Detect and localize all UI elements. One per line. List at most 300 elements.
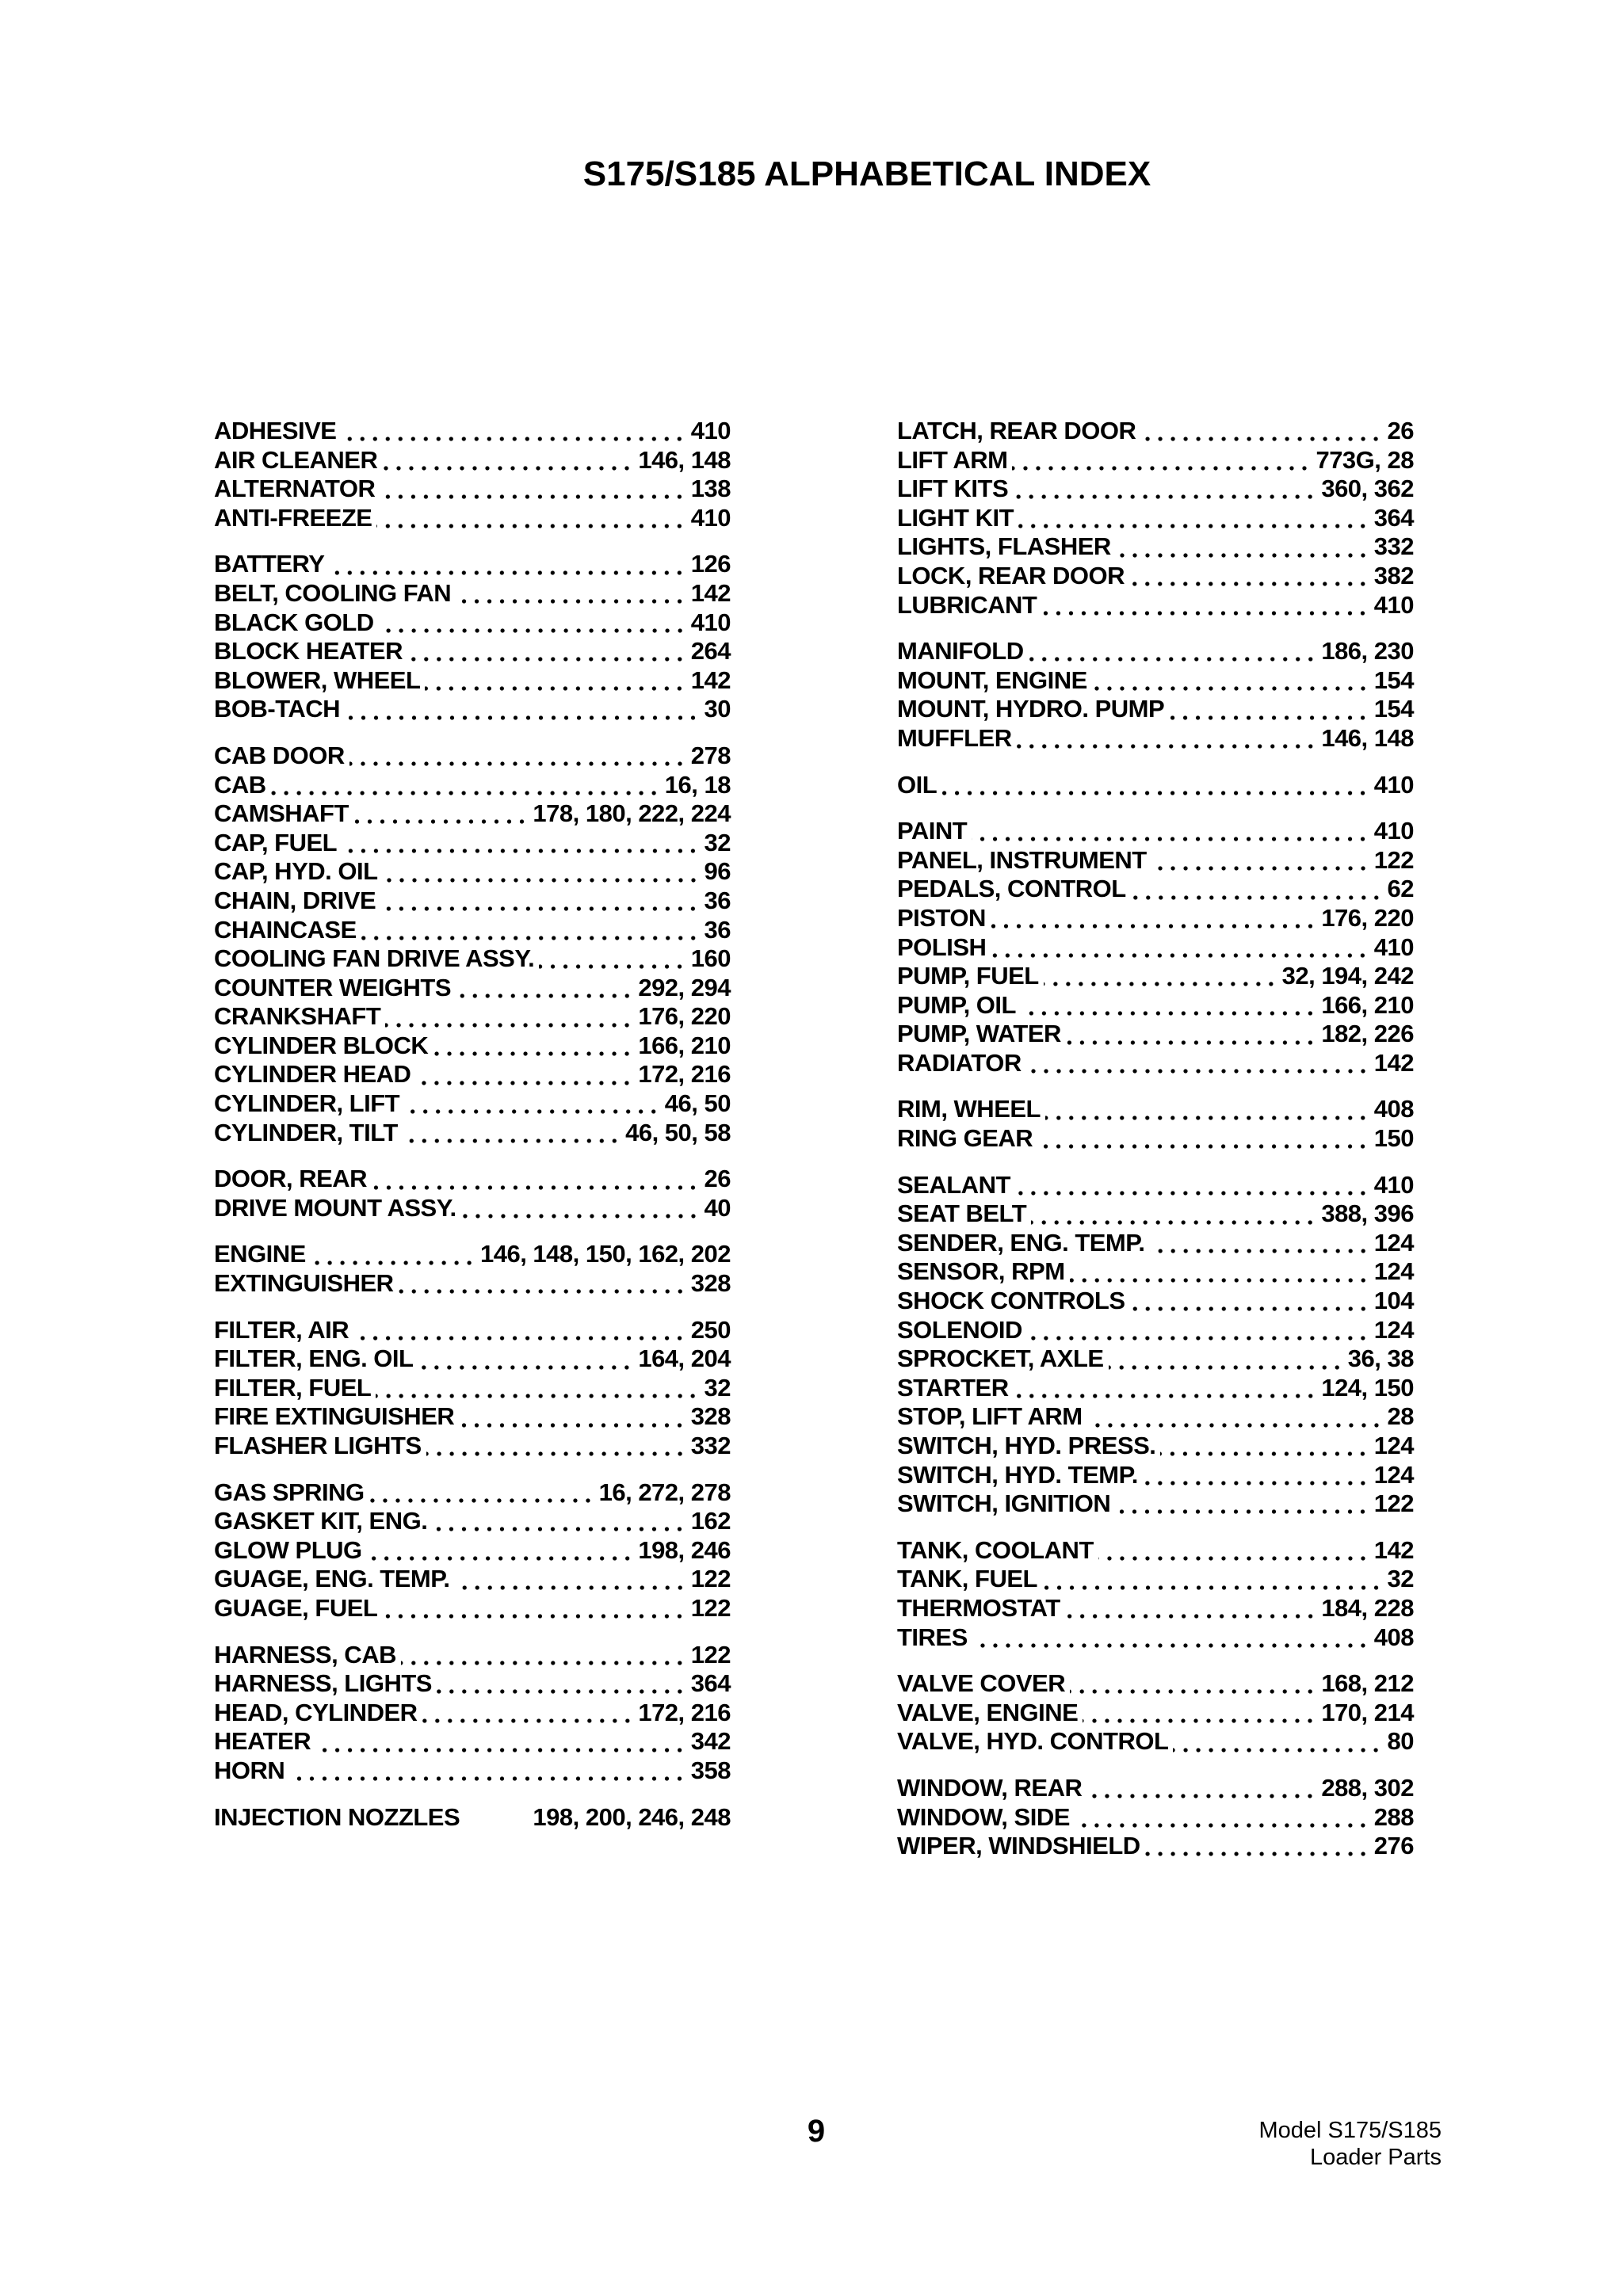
index-entry xyxy=(214,1165,731,1194)
index-entry xyxy=(214,1507,731,1536)
entry-pages: 122 xyxy=(1373,845,1414,874)
entry-pages: 410 xyxy=(690,503,731,532)
index-entry xyxy=(897,904,1414,933)
dot-leader xyxy=(460,1823,533,1828)
dot-leader xyxy=(1031,1220,1316,1225)
dot-leader xyxy=(539,964,686,969)
entry-label: CAB DOOR xyxy=(214,741,345,769)
index-entry xyxy=(897,846,1414,875)
entry-label: CHAINCASE xyxy=(214,915,357,944)
dot-leader xyxy=(1130,1306,1369,1311)
index-entry xyxy=(214,1002,731,1032)
index-entry xyxy=(214,916,731,945)
entry-label: SEALANT xyxy=(897,1170,1010,1199)
dot-leader xyxy=(1083,1718,1316,1723)
entry-label: PEDALS, CONTROL xyxy=(897,875,1126,903)
index-entry xyxy=(897,1257,1414,1287)
entry-pages: 250 xyxy=(690,1315,731,1344)
index-entry xyxy=(897,1832,1414,1861)
entry-label: SPROCKET, AXLE xyxy=(897,1344,1104,1373)
index-entry xyxy=(214,1641,731,1670)
entry-label: GLOW PLUG xyxy=(214,1535,362,1564)
entry-label: WIPER, WINDSHIELD xyxy=(897,1832,1140,1860)
dot-leader xyxy=(426,1451,686,1456)
entry-pages: 150 xyxy=(1373,1124,1414,1153)
entry-pages: 16, 272, 278 xyxy=(598,1478,731,1506)
index-entry xyxy=(214,1194,731,1223)
entry-pages: 166, 210 xyxy=(1321,990,1414,1019)
entry-label: EXTINGUISHER xyxy=(214,1269,394,1298)
entry-label: SEAT BELT xyxy=(897,1199,1027,1228)
dot-leader xyxy=(353,1336,686,1341)
index-entry xyxy=(214,417,731,446)
entry-pages: 124 xyxy=(1373,1460,1414,1489)
entry-pages: 276 xyxy=(1373,1832,1414,1860)
index-entry xyxy=(214,1089,731,1119)
entry-label: FIRE EXTINGUISHER xyxy=(214,1402,455,1431)
index-entry xyxy=(214,1032,731,1061)
entry-label: CYLINDER BLOCK xyxy=(214,1031,429,1059)
entry-label: RIM, WHEEL xyxy=(897,1095,1041,1123)
dot-leader xyxy=(432,1527,685,1531)
index-group xyxy=(214,417,731,532)
entry-pages: 28 xyxy=(1387,1402,1414,1431)
index-group xyxy=(214,742,731,1147)
dot-leader xyxy=(1109,1365,1343,1370)
entry-label: PUMP, WATER xyxy=(897,1020,1061,1048)
dot-leader xyxy=(1087,1423,1383,1428)
index-entry xyxy=(897,562,1414,591)
index-group xyxy=(214,1803,731,1833)
index-entry xyxy=(214,1594,731,1623)
entry-label: BATTERY xyxy=(214,550,325,578)
entry-label: BLOCK HEATER xyxy=(214,637,403,666)
dot-leader xyxy=(972,1643,1369,1648)
dot-leader xyxy=(1116,553,1369,558)
entry-pages: 124 xyxy=(1373,1315,1414,1344)
dot-leader xyxy=(1169,715,1369,720)
index-entry xyxy=(897,1774,1414,1803)
entry-label: FILTER, AIR xyxy=(214,1315,349,1344)
index-entry xyxy=(214,829,731,858)
index-entry xyxy=(214,1536,731,1566)
entry-pages: 124, 150 xyxy=(1321,1373,1414,1402)
entry-label: FILTER, ENG. OIL xyxy=(214,1344,414,1373)
dot-leader xyxy=(376,524,685,528)
index-entry xyxy=(897,695,1414,724)
entry-label: BLOWER, WHEEL xyxy=(214,666,421,694)
entry-pages: 328 xyxy=(690,1402,731,1431)
dot-leader xyxy=(1013,494,1316,499)
entry-pages: 292, 294 xyxy=(638,973,731,1001)
entry-label: MOUNT, ENGINE xyxy=(897,666,1087,694)
dot-leader xyxy=(418,1365,633,1370)
dot-leader xyxy=(425,686,685,691)
entry-label: LIFT KITS xyxy=(897,475,1009,503)
entry-pages: 162 xyxy=(690,1507,731,1535)
index-entry xyxy=(897,771,1414,800)
index-entry xyxy=(214,974,731,1003)
entry-pages: 124 xyxy=(1373,1432,1414,1459)
dot-leader xyxy=(1029,657,1317,662)
entry-pages: 32, 194, 242 xyxy=(1281,962,1414,990)
index-entry xyxy=(897,591,1414,620)
dot-leader xyxy=(455,1585,686,1590)
entry-pages: 122 xyxy=(690,1640,731,1669)
index-entry xyxy=(214,1269,731,1299)
dot-leader xyxy=(1070,1278,1369,1283)
entry-label: CRANKSHAFT xyxy=(214,1002,381,1031)
entry-label: PAINT xyxy=(897,817,968,845)
index-entry xyxy=(897,532,1414,562)
index-entry xyxy=(214,504,731,533)
dot-leader xyxy=(1041,611,1369,616)
index-entry xyxy=(214,1316,731,1345)
entry-label: LATCH, REAR DOOR xyxy=(897,417,1136,444)
dot-leader xyxy=(1045,1116,1369,1120)
index-entry xyxy=(897,417,1414,446)
index-entry xyxy=(897,446,1414,475)
index-entry xyxy=(897,1402,1414,1432)
dot-leader xyxy=(991,953,1369,958)
dot-leader xyxy=(353,819,529,824)
index-entry xyxy=(214,446,731,475)
entry-label: HEATER xyxy=(214,1727,311,1756)
index-entry xyxy=(214,579,731,608)
entry-pages: 166, 210 xyxy=(638,1031,731,1059)
entry-label: TANK, COOLANT xyxy=(897,1535,1094,1564)
model-info xyxy=(1258,2117,1442,2171)
entry-label: HORN xyxy=(214,1756,285,1784)
entry-label: HARNESS, CAB xyxy=(214,1640,396,1669)
entry-pages: 410 xyxy=(1373,590,1414,619)
index-entry xyxy=(897,1594,1414,1623)
entry-label: GUAGE, ENG. TEMP. xyxy=(214,1565,450,1593)
entry-pages: 198, 246 xyxy=(638,1535,731,1564)
entry-label: BOB-TACH xyxy=(214,695,341,723)
entry-pages: 176, 220 xyxy=(638,1002,731,1031)
index-group xyxy=(214,1240,731,1298)
index-entry xyxy=(897,637,1414,666)
index-entry xyxy=(897,962,1414,991)
index-group xyxy=(214,550,731,724)
entry-label: SWITCH, IGNITION xyxy=(897,1489,1111,1518)
entry-pages: 46, 50 xyxy=(664,1089,731,1118)
dot-leader xyxy=(422,1718,634,1723)
dot-leader xyxy=(1021,1011,1316,1016)
entry-pages: 168, 212 xyxy=(1321,1669,1414,1698)
index-entry xyxy=(214,1669,731,1699)
dot-leader xyxy=(379,628,686,633)
index-column-right xyxy=(897,417,1414,1878)
index-group xyxy=(214,1478,731,1623)
entry-pages: 142 xyxy=(690,578,731,607)
index-entry xyxy=(214,608,731,638)
entry-label: STARTER xyxy=(897,1373,1009,1402)
entry-label: BLACK GOLD xyxy=(214,608,374,636)
entry-label: ADHESIVE xyxy=(214,417,337,444)
dot-leader xyxy=(1026,1069,1369,1074)
dot-leader xyxy=(1129,582,1369,586)
dot-leader xyxy=(369,1498,594,1503)
entry-pages: 40 xyxy=(704,1193,731,1222)
index-entry xyxy=(214,1119,731,1148)
dot-leader xyxy=(404,1109,660,1114)
index-entry xyxy=(897,1199,1414,1229)
index-entry xyxy=(214,1240,731,1269)
entry-label: CYLINDER, LIFT xyxy=(214,1089,400,1118)
entry-label: WINDOW, REAR xyxy=(897,1773,1083,1802)
dot-leader xyxy=(401,1661,686,1665)
index-entry xyxy=(897,1287,1414,1316)
entry-label: INJECTION NOZZLES xyxy=(214,1802,460,1831)
index-entry xyxy=(214,1478,731,1508)
index-entry xyxy=(897,1229,1414,1258)
dot-leader xyxy=(1037,1144,1369,1149)
entry-pages: 408 xyxy=(1373,1623,1414,1651)
page-title: S175/S185 ALPHABETICAL INDEX xyxy=(582,154,1151,193)
entry-label: POLISH xyxy=(897,933,987,961)
dot-leader xyxy=(385,1023,633,1028)
entry-label: LIGHTS, FLASHER xyxy=(897,532,1111,561)
dot-leader xyxy=(1012,466,1311,471)
index-group xyxy=(897,817,1414,1077)
index-entry xyxy=(214,475,731,504)
dot-leader xyxy=(1151,866,1369,871)
index-entry xyxy=(897,724,1414,753)
entry-pages: 32 xyxy=(1387,1565,1414,1593)
entry-pages: 46, 50, 58 xyxy=(625,1118,731,1146)
entry-pages: 142 xyxy=(1373,1535,1414,1564)
entry-pages: 142 xyxy=(1373,1048,1414,1077)
entry-label: CAMSHAFT xyxy=(214,799,349,828)
index-entry xyxy=(897,1803,1414,1833)
index-entry xyxy=(897,666,1414,696)
entry-pages: 32 xyxy=(704,1373,731,1402)
entry-label: ALTERNATOR xyxy=(214,475,376,503)
dot-leader xyxy=(342,849,699,853)
entry-label: AIR CLEANER xyxy=(214,445,378,474)
dot-leader xyxy=(311,1261,475,1265)
entry-pages: 146, 148 xyxy=(638,445,731,474)
entry-label: LOCK, REAR DOOR xyxy=(897,561,1125,589)
entry-pages: 364 xyxy=(1373,503,1414,532)
entry-pages: 30 xyxy=(704,695,731,723)
index-entry xyxy=(897,933,1414,963)
entry-label: SENDER, ENG. TEMP. xyxy=(897,1228,1145,1257)
dot-leader xyxy=(361,936,700,940)
entry-pages: 382 xyxy=(1373,561,1414,589)
entry-pages: 410 xyxy=(1373,770,1414,799)
entry-label: CAB xyxy=(214,770,266,799)
dot-leader xyxy=(433,1051,633,1056)
dot-leader xyxy=(456,994,633,998)
entry-label: SWITCH, HYD. PRESS. xyxy=(897,1432,1156,1459)
entry-pages: 124 xyxy=(1373,1257,1414,1286)
entry-label: WINDOW, SIDE xyxy=(897,1802,1070,1831)
dot-leader xyxy=(1014,1394,1317,1398)
dot-leader xyxy=(380,494,685,499)
entry-label: SHOCK CONTROLS xyxy=(897,1287,1125,1315)
entry-pages: 264 xyxy=(690,637,731,666)
entry-pages: 80 xyxy=(1387,1727,1414,1756)
entry-pages: 342 xyxy=(690,1727,731,1756)
entry-pages: 146, 148 xyxy=(1321,723,1414,752)
entry-label: STOP, LIFT ARM xyxy=(897,1402,1083,1431)
entry-pages: 62 xyxy=(1387,875,1414,903)
entry-label: VALVE COVER xyxy=(897,1669,1066,1698)
entry-label: CYLINDER HEAD xyxy=(214,1060,411,1089)
index-group xyxy=(214,1641,731,1786)
entry-label: VALVE, ENGINE xyxy=(897,1698,1079,1726)
index-entry xyxy=(897,1669,1414,1699)
entry-pages: 410 xyxy=(1373,933,1414,961)
index-group xyxy=(214,1165,731,1222)
entry-pages: 96 xyxy=(704,857,731,886)
dot-leader xyxy=(941,791,1369,795)
entry-pages: 410 xyxy=(690,417,731,444)
entry-label: PUMP, FUEL xyxy=(897,962,1039,990)
entry-pages: 360, 362 xyxy=(1321,475,1414,503)
dot-leader xyxy=(1042,1585,1383,1590)
dot-leader xyxy=(1018,524,1369,528)
dot-leader xyxy=(1092,686,1369,691)
index-entry xyxy=(897,1461,1414,1490)
index-entry xyxy=(897,1020,1414,1049)
entry-pages: 124 xyxy=(1373,1228,1414,1257)
index-entry xyxy=(897,1489,1414,1519)
index-entry xyxy=(214,1374,731,1403)
dot-leader xyxy=(1115,1509,1369,1514)
index-entry xyxy=(214,857,731,887)
index-entry xyxy=(214,550,731,579)
model-subtitle: Loader Parts xyxy=(1309,2145,1442,2170)
entry-pages: 126 xyxy=(690,550,731,578)
index-entry xyxy=(897,1374,1414,1403)
entry-pages: 172, 216 xyxy=(638,1698,731,1726)
entry-pages: 410 xyxy=(1373,817,1414,845)
dot-leader xyxy=(1145,1852,1369,1856)
index-column-left xyxy=(214,417,731,1849)
dot-leader xyxy=(1086,1794,1316,1798)
index-entry xyxy=(214,1432,731,1461)
entry-label: FLASHER LIGHTS xyxy=(214,1432,422,1459)
entry-pages: 410 xyxy=(690,608,731,636)
dot-leader xyxy=(329,570,685,575)
index-entry xyxy=(214,1344,731,1374)
index-entry xyxy=(897,1171,1414,1200)
entry-pages: 104 xyxy=(1373,1287,1414,1315)
dot-leader xyxy=(1160,1451,1369,1456)
index-entry xyxy=(214,799,731,829)
dot-leader xyxy=(372,1185,699,1190)
dot-leader xyxy=(382,1614,685,1619)
entry-label: CAP, HYD. OIL xyxy=(214,857,378,886)
entry-label: SENSOR, RPM xyxy=(897,1257,1065,1286)
index-entry xyxy=(897,1432,1414,1461)
index-group xyxy=(214,1316,731,1461)
entry-label: CYLINDER, TILT xyxy=(214,1118,398,1146)
entry-label: SOLENOID xyxy=(897,1315,1022,1344)
entry-pages: 154 xyxy=(1373,695,1414,723)
entry-label: CHAIN, DRIVE xyxy=(214,886,376,914)
dot-leader xyxy=(1065,1614,1317,1619)
entry-pages: 36 xyxy=(704,915,731,944)
dot-leader xyxy=(1150,1249,1369,1253)
dot-leader xyxy=(383,878,700,883)
entry-pages: 164, 204 xyxy=(638,1344,731,1373)
index-entry xyxy=(897,1536,1414,1566)
entry-pages: 328 xyxy=(690,1269,731,1298)
dot-leader xyxy=(1131,895,1383,900)
entry-pages: 288, 302 xyxy=(1321,1773,1414,1802)
dot-leader xyxy=(380,906,699,911)
entry-pages: 138 xyxy=(690,475,731,503)
index-entry xyxy=(897,1049,1414,1078)
entry-label: CAP, FUEL xyxy=(214,828,338,856)
entry-pages: 388, 396 xyxy=(1321,1199,1414,1228)
entry-label: PUMP, OIL xyxy=(897,990,1016,1019)
dot-leader xyxy=(345,715,700,720)
index-entry xyxy=(214,666,731,696)
index-entry xyxy=(214,637,731,666)
entry-label: PISTON xyxy=(897,903,986,932)
entry-label: THERMOSTAT xyxy=(897,1593,1060,1622)
index-entry xyxy=(897,1727,1414,1756)
entry-pages: 170, 214 xyxy=(1321,1698,1414,1726)
index-entry xyxy=(214,695,731,724)
entry-label: OIL xyxy=(897,770,938,799)
dot-leader xyxy=(1140,437,1382,441)
dot-leader xyxy=(341,437,685,441)
entry-label: FILTER, FUEL xyxy=(214,1373,372,1402)
index-entry xyxy=(214,1565,731,1594)
index-entry xyxy=(214,1727,731,1756)
entry-label: COOLING FAN DRIVE ASSY. xyxy=(214,944,535,973)
entry-label: MANIFOLD xyxy=(897,637,1024,666)
index-entry xyxy=(897,1565,1414,1594)
entry-pages: 332 xyxy=(1373,532,1414,561)
entry-label: ANTI-FREEZE xyxy=(214,503,372,532)
entry-pages: 26 xyxy=(704,1165,731,1193)
entry-label: DOOR, REAR xyxy=(214,1165,368,1193)
dot-leader xyxy=(1015,1191,1369,1196)
entry-label: GAS SPRING xyxy=(214,1478,365,1506)
entry-pages: 178, 180, 222, 224 xyxy=(533,799,731,828)
dot-leader xyxy=(1098,1556,1369,1561)
dot-leader xyxy=(1017,744,1317,749)
dot-leader xyxy=(271,791,660,795)
entry-label: MUFFLER xyxy=(897,723,1012,752)
entry-pages: 172, 216 xyxy=(638,1060,731,1089)
entry-label: SWITCH, HYD. TEMP. xyxy=(897,1460,1138,1489)
index-entry xyxy=(897,1124,1414,1154)
entry-label: PANEL, INSTRUMENT xyxy=(897,845,1147,874)
entry-label: DRIVE MOUNT ASSY. xyxy=(214,1193,456,1222)
entry-pages: 32 xyxy=(704,828,731,856)
index-entry xyxy=(897,1623,1414,1653)
dot-leader xyxy=(437,1689,686,1694)
dot-leader xyxy=(1075,1823,1369,1828)
entry-pages: 16, 18 xyxy=(664,770,731,799)
entry-label: HARNESS, LIGHTS xyxy=(214,1669,432,1698)
entry-pages: 408 xyxy=(1373,1095,1414,1123)
dot-leader xyxy=(376,1394,699,1398)
index-group xyxy=(897,1536,1414,1652)
index-group xyxy=(897,417,1414,620)
dot-leader xyxy=(367,1556,634,1561)
entry-label: RADIATOR xyxy=(897,1048,1022,1077)
